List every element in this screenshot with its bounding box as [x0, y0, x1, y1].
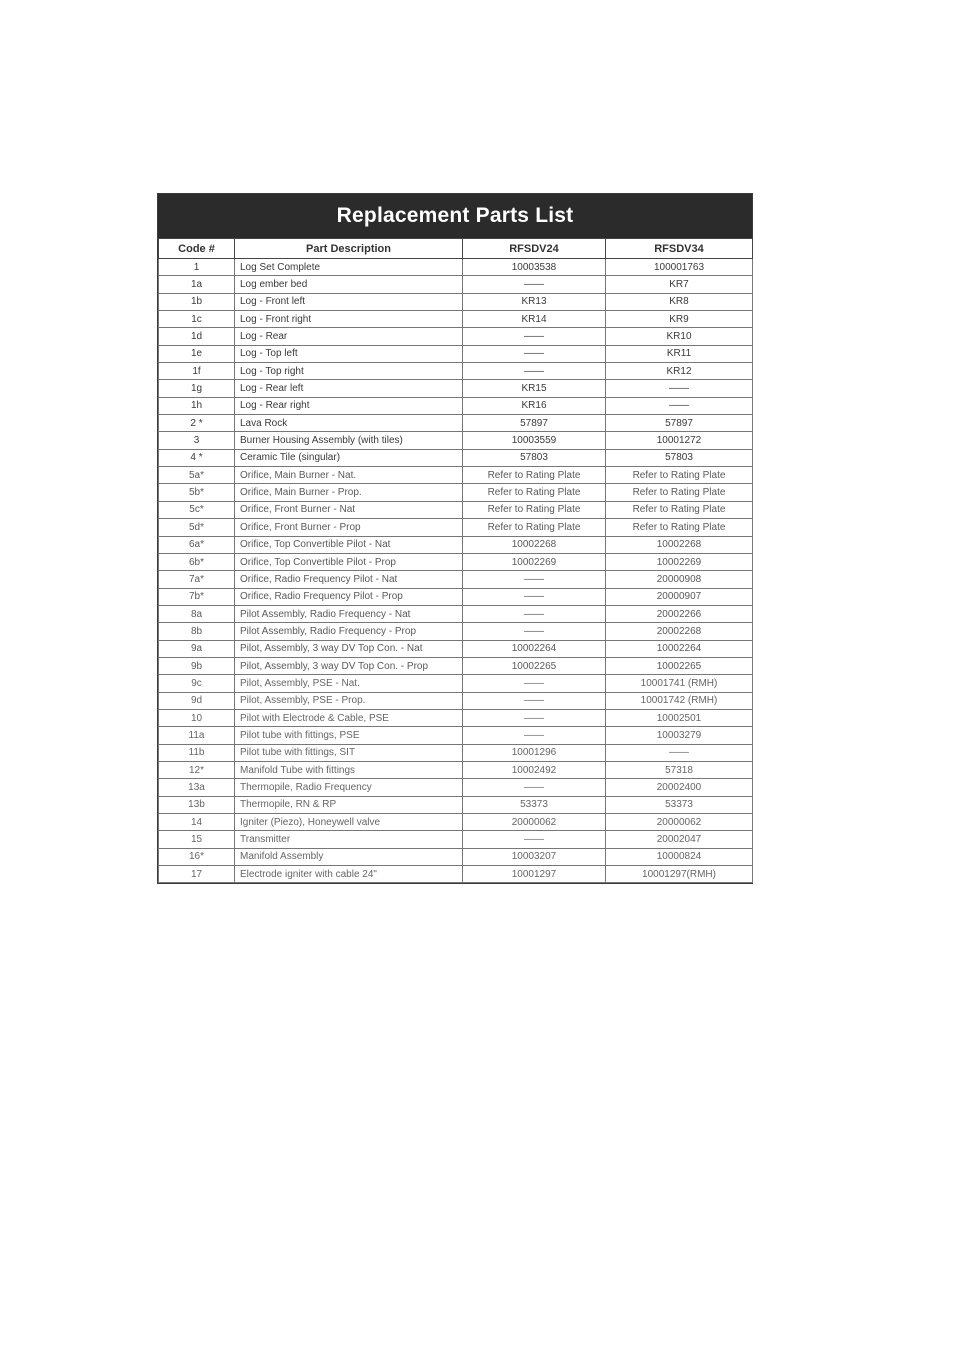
- code-cell: 5d*: [159, 519, 235, 536]
- table-row: [159, 761, 753, 778]
- rfsdv24-cell: KR13: [463, 293, 606, 310]
- code-cell: 5c*: [159, 501, 235, 518]
- code-cell: 14: [159, 814, 235, 831]
- rfsdv34-cell: 10000824: [606, 848, 753, 865]
- description-cell: Lava Rock: [235, 415, 463, 432]
- rfsdv24-cell: KR14: [463, 311, 606, 328]
- rfsdv24-cell: 57897: [463, 415, 606, 432]
- table-row: [159, 345, 753, 362]
- description-cell: Manifold Assembly: [235, 848, 463, 865]
- rfsdv34-cell: 57318: [606, 761, 753, 778]
- table-row: [159, 605, 753, 622]
- rfsdv34-cell: Refer to Rating Plate: [606, 484, 753, 501]
- rfsdv24-cell: 20000062: [463, 814, 606, 831]
- table-row: [159, 259, 753, 276]
- header-description: Part Description: [235, 239, 463, 259]
- code-cell: 1h: [159, 397, 235, 414]
- code-cell: 1a: [159, 276, 235, 293]
- rfsdv34-cell: 57803: [606, 449, 753, 466]
- description-cell: Pilot, Assembly, PSE - Prop.: [235, 692, 463, 709]
- code-cell: 9d: [159, 692, 235, 709]
- rfsdv24-cell: 10002265: [463, 657, 606, 674]
- table-row: [159, 727, 753, 744]
- code-cell: 4 *: [159, 449, 235, 466]
- description-cell: Manifold Tube with fittings: [235, 761, 463, 778]
- rfsdv34-cell: 20000062: [606, 814, 753, 831]
- description-cell: Log Set Complete: [235, 259, 463, 276]
- description-cell: Igniter (Piezo), Honeywell valve: [235, 814, 463, 831]
- table-row: [159, 432, 753, 449]
- description-cell: Orifice, Top Convertible Pilot - Nat: [235, 536, 463, 553]
- rfsdv24-cell: Refer to Rating Plate: [463, 484, 606, 501]
- description-cell: Orifice, Top Convertible Pilot - Prop: [235, 553, 463, 570]
- code-cell: 6a*: [159, 536, 235, 553]
- rfsdv34-cell: 20002266: [606, 605, 753, 622]
- rfsdv34-cell: 10003279: [606, 727, 753, 744]
- rfsdv24-cell: ——: [463, 623, 606, 640]
- rfsdv24-cell: 10002492: [463, 761, 606, 778]
- parts-list-sheet: [157, 193, 753, 884]
- description-cell: Transmitter: [235, 831, 463, 848]
- rfsdv34-cell: Refer to Rating Plate: [606, 467, 753, 484]
- rfsdv24-cell: 10002264: [463, 640, 606, 657]
- code-cell: 16*: [159, 848, 235, 865]
- rfsdv24-cell: KR16: [463, 397, 606, 414]
- table-row: [159, 692, 753, 709]
- rfsdv34-cell: 53373: [606, 796, 753, 813]
- rfsdv34-cell: KR11: [606, 345, 753, 362]
- rfsdv34-cell: ——: [606, 397, 753, 414]
- rfsdv24-cell: 10001297: [463, 866, 606, 883]
- table-row: [159, 588, 753, 605]
- description-cell: Orifice, Radio Frequency Pilot - Nat: [235, 571, 463, 588]
- rfsdv34-cell: 10002268: [606, 536, 753, 553]
- description-cell: Log - Rear right: [235, 397, 463, 414]
- rfsdv24-cell: ——: [463, 675, 606, 692]
- rfsdv24-cell: ——: [463, 276, 606, 293]
- rfsdv34-cell: 10001272: [606, 432, 753, 449]
- parts-table: [158, 238, 753, 883]
- code-cell: 1c: [159, 311, 235, 328]
- rfsdv24-cell: ——: [463, 588, 606, 605]
- code-cell: 1f: [159, 363, 235, 380]
- rfsdv24-cell: ——: [463, 831, 606, 848]
- code-cell: 2 *: [159, 415, 235, 432]
- description-cell: Log - Front right: [235, 311, 463, 328]
- table-row: [159, 449, 753, 466]
- table-row: [159, 848, 753, 865]
- rfsdv24-cell: KR15: [463, 380, 606, 397]
- rfsdv24-cell: 10002269: [463, 553, 606, 570]
- rfsdv34-cell: 10002264: [606, 640, 753, 657]
- code-cell: 11a: [159, 727, 235, 744]
- rfsdv34-cell: KR8: [606, 293, 753, 310]
- header-rfsdv24: RFSDV24: [463, 239, 606, 259]
- table-row: [159, 293, 753, 310]
- rfsdv34-cell: Refer to Rating Plate: [606, 501, 753, 518]
- description-cell: Log - Top right: [235, 363, 463, 380]
- table-row: [159, 814, 753, 831]
- rfsdv24-cell: ——: [463, 779, 606, 796]
- rfsdv34-cell: KR10: [606, 328, 753, 345]
- table-header-row: [159, 239, 753, 259]
- code-cell: 7b*: [159, 588, 235, 605]
- description-cell: Log - Top left: [235, 345, 463, 362]
- code-cell: 7a*: [159, 571, 235, 588]
- table-row: [159, 363, 753, 380]
- code-cell: 8a: [159, 605, 235, 622]
- description-cell: Pilot, Assembly, PSE - Nat.: [235, 675, 463, 692]
- description-cell: Orifice, Front Burner - Prop: [235, 519, 463, 536]
- parts-list-title: Replacement Parts List: [158, 194, 752, 238]
- code-cell: 6b*: [159, 553, 235, 570]
- rfsdv34-cell: 20000907: [606, 588, 753, 605]
- code-cell: 1g: [159, 380, 235, 397]
- description-cell: Burner Housing Assembly (with tiles): [235, 432, 463, 449]
- code-cell: 9c: [159, 675, 235, 692]
- table-row: [159, 553, 753, 570]
- rfsdv24-cell: ——: [463, 727, 606, 744]
- table-row: [159, 328, 753, 345]
- description-cell: Orifice, Radio Frequency Pilot - Prop: [235, 588, 463, 605]
- rfsdv34-cell: 10002501: [606, 709, 753, 726]
- rfsdv24-cell: Refer to Rating Plate: [463, 467, 606, 484]
- description-cell: Pilot with Electrode & Cable, PSE: [235, 709, 463, 726]
- table-row: [159, 276, 753, 293]
- code-cell: 5a*: [159, 467, 235, 484]
- description-cell: Pilot Assembly, Radio Frequency - Prop: [235, 623, 463, 640]
- table-row: [159, 866, 753, 883]
- description-cell: Pilot, Assembly, 3 way DV Top Con. - Nat: [235, 640, 463, 657]
- code-cell: 3: [159, 432, 235, 449]
- code-cell: 12*: [159, 761, 235, 778]
- table-row: [159, 519, 753, 536]
- rfsdv34-cell: 20002047: [606, 831, 753, 848]
- code-cell: 11b: [159, 744, 235, 761]
- code-cell: 1: [159, 259, 235, 276]
- table-row: [159, 623, 753, 640]
- rfsdv24-cell: 10003559: [463, 432, 606, 449]
- table-row: [159, 744, 753, 761]
- parts-table-body: [159, 259, 753, 883]
- rfsdv24-cell: 57803: [463, 449, 606, 466]
- rfsdv34-cell: 10002265: [606, 657, 753, 674]
- rfsdv34-cell: 10001297(RMH): [606, 866, 753, 883]
- code-cell: 13a: [159, 779, 235, 796]
- description-cell: Orifice, Main Burner - Nat.: [235, 467, 463, 484]
- code-cell: 5b*: [159, 484, 235, 501]
- description-cell: Ceramic Tile (singular): [235, 449, 463, 466]
- rfsdv34-cell: KR7: [606, 276, 753, 293]
- description-cell: Thermopile, RN & RP: [235, 796, 463, 813]
- description-cell: Orifice, Front Burner - Nat: [235, 501, 463, 518]
- description-cell: Thermopile, Radio Frequency: [235, 779, 463, 796]
- code-cell: 9a: [159, 640, 235, 657]
- description-cell: Pilot, Assembly, 3 way DV Top Con. - Prop: [235, 657, 463, 674]
- description-cell: Log - Rear left: [235, 380, 463, 397]
- table-row: [159, 831, 753, 848]
- code-cell: 10: [159, 709, 235, 726]
- rfsdv34-cell: 20002400: [606, 779, 753, 796]
- rfsdv34-cell: ——: [606, 744, 753, 761]
- rfsdv24-cell: ——: [463, 571, 606, 588]
- table-row: [159, 501, 753, 518]
- rfsdv24-cell: ——: [463, 363, 606, 380]
- rfsdv24-cell: ——: [463, 692, 606, 709]
- rfsdv24-cell: Refer to Rating Plate: [463, 519, 606, 536]
- table-row: [159, 571, 753, 588]
- table-row: [159, 467, 753, 484]
- table-row: [159, 779, 753, 796]
- table-row: [159, 657, 753, 674]
- rfsdv34-cell: Refer to Rating Plate: [606, 519, 753, 536]
- description-cell: Log - Front left: [235, 293, 463, 310]
- rfsdv24-cell: Refer to Rating Plate: [463, 501, 606, 518]
- code-cell: 1b: [159, 293, 235, 310]
- rfsdv34-cell: 20002268: [606, 623, 753, 640]
- rfsdv24-cell: ——: [463, 345, 606, 362]
- rfsdv24-cell: ——: [463, 605, 606, 622]
- rfsdv34-cell: 10001741 (RMH): [606, 675, 753, 692]
- description-cell: Pilot Assembly, Radio Frequency - Nat: [235, 605, 463, 622]
- table-row: [159, 709, 753, 726]
- code-cell: 1d: [159, 328, 235, 345]
- description-cell: Electrode igniter with cable 24": [235, 866, 463, 883]
- table-row: [159, 311, 753, 328]
- table-row: [159, 415, 753, 432]
- code-cell: 9b: [159, 657, 235, 674]
- table-row: [159, 675, 753, 692]
- description-cell: Log ember bed: [235, 276, 463, 293]
- table-row: [159, 640, 753, 657]
- rfsdv24-cell: 53373: [463, 796, 606, 813]
- code-cell: 8b: [159, 623, 235, 640]
- table-row: [159, 484, 753, 501]
- header-code: Code #: [159, 239, 235, 259]
- rfsdv24-cell: ——: [463, 328, 606, 345]
- rfsdv34-cell: 10001742 (RMH): [606, 692, 753, 709]
- description-cell: Orifice, Main Burner - Prop.: [235, 484, 463, 501]
- table-row: [159, 536, 753, 553]
- code-cell: 17: [159, 866, 235, 883]
- rfsdv34-cell: ——: [606, 380, 753, 397]
- rfsdv34-cell: 20000908: [606, 571, 753, 588]
- table-row: [159, 397, 753, 414]
- table-row: [159, 796, 753, 813]
- rfsdv24-cell: 10003538: [463, 259, 606, 276]
- code-cell: 13b: [159, 796, 235, 813]
- rfsdv24-cell: 10002268: [463, 536, 606, 553]
- rfsdv34-cell: 57897: [606, 415, 753, 432]
- rfsdv34-cell: 100001763: [606, 259, 753, 276]
- description-cell: Pilot tube with fittings, PSE: [235, 727, 463, 744]
- description-cell: Log - Rear: [235, 328, 463, 345]
- table-row: [159, 380, 753, 397]
- code-cell: 1e: [159, 345, 235, 362]
- description-cell: Pilot tube with fittings, SIT: [235, 744, 463, 761]
- rfsdv34-cell: KR9: [606, 311, 753, 328]
- header-rfsdv34: RFSDV34: [606, 239, 753, 259]
- rfsdv24-cell: 10001296: [463, 744, 606, 761]
- rfsdv34-cell: 10002269: [606, 553, 753, 570]
- rfsdv34-cell: KR12: [606, 363, 753, 380]
- code-cell: 15: [159, 831, 235, 848]
- rfsdv24-cell: 10003207: [463, 848, 606, 865]
- rfsdv24-cell: ——: [463, 709, 606, 726]
